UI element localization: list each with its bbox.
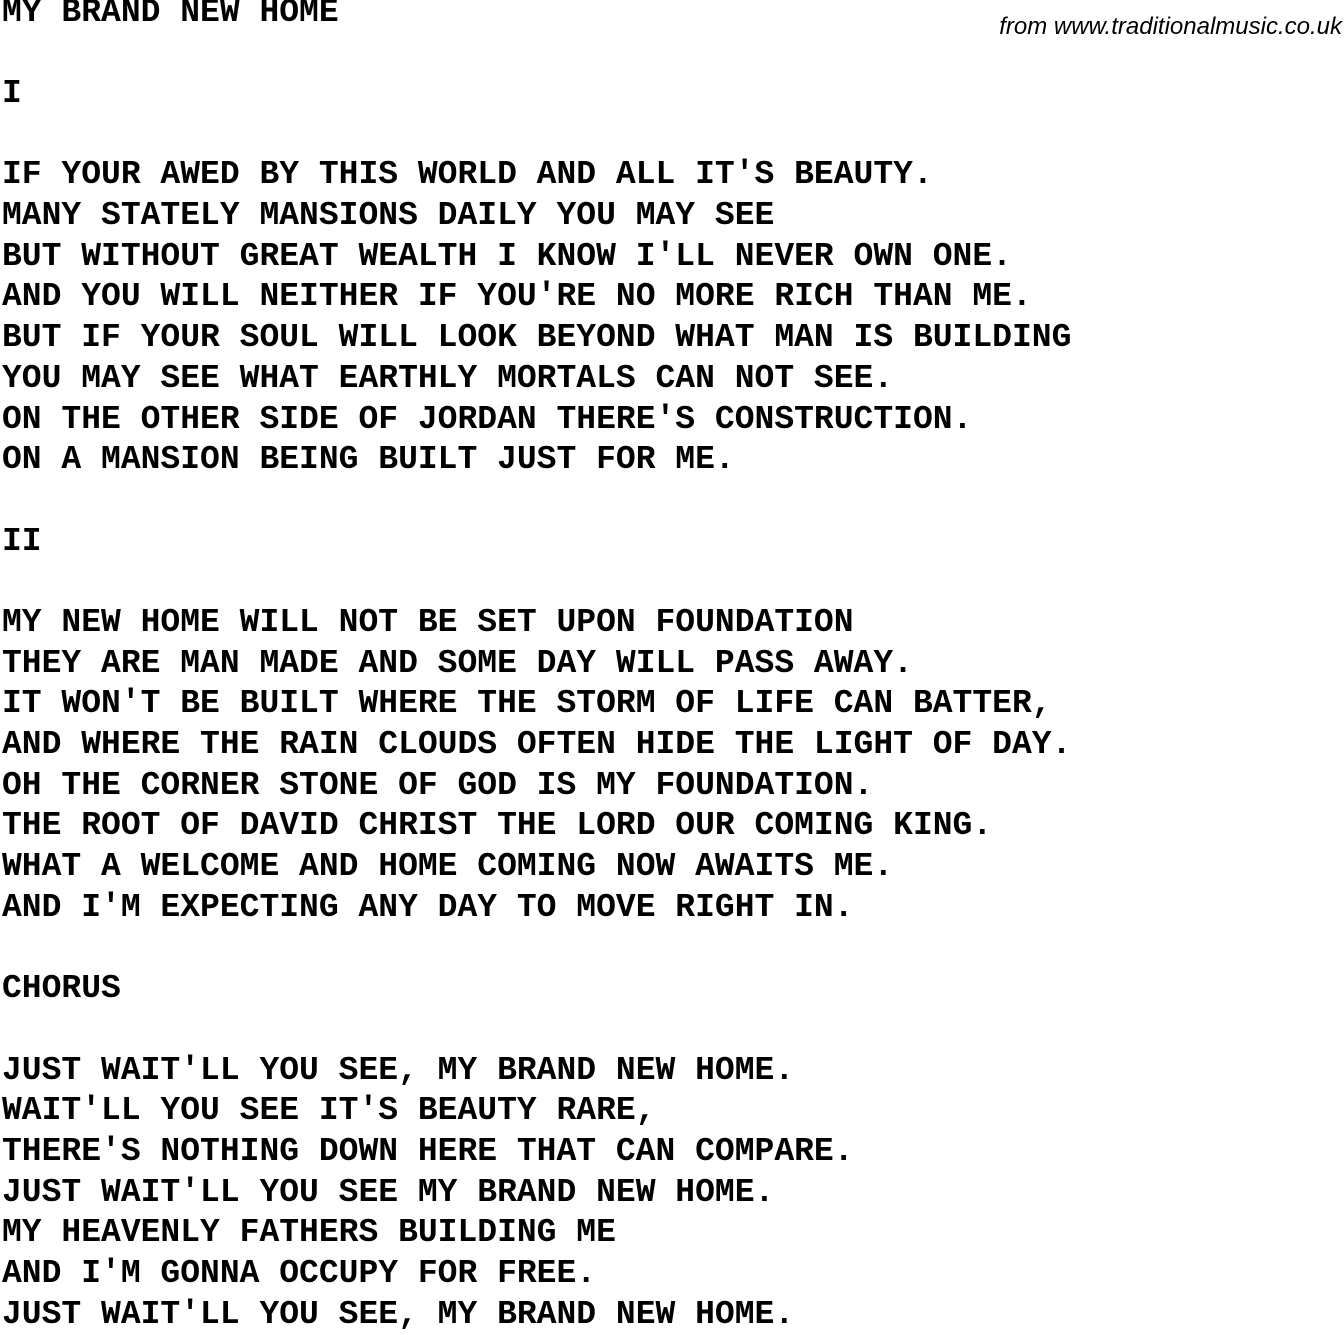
lyric-line: ON THE OTHER SIDE OF JORDAN THERE'S CONSTRUCTION. xyxy=(2,400,973,438)
song-title: MY BRAND NEW HOME xyxy=(2,0,339,31)
lyric-line: BUT IF YOUR SOUL WILL LOOK BEYOND WHAT MAN IS BUILDING xyxy=(2,319,1072,357)
blank-line xyxy=(2,481,1071,522)
blank-line xyxy=(2,1010,1071,1051)
lyric-line: WAIT'LL YOU SEE IT'S BEAUTY RARE, xyxy=(2,1092,656,1130)
blank-line xyxy=(2,115,1071,156)
section-label: I xyxy=(2,75,22,112)
blank-line xyxy=(2,928,1071,969)
lyric-line: JUST WAIT'LL YOU SEE MY BRAND NEW HOME. xyxy=(2,1173,775,1211)
lyric-line: IF YOUR AWED BY THIS WORLD AND ALL IT'S BEAUTY. xyxy=(2,156,933,194)
lyric-line: MY NEW HOME WILL NOT BE SET UPON FOUNDATION xyxy=(2,603,854,641)
lyric-line: MANY STATELY MANSIONS DAILY YOU MAY SEE xyxy=(2,197,775,235)
lyric-line: JUST WAIT'LL YOU SEE, MY BRAND NEW HOME. xyxy=(2,1295,795,1333)
lyric-line: AND I'M EXPECTING ANY DAY TO MOVE RIGHT IN. xyxy=(2,888,854,926)
lyric-line: JUST WAIT'LL YOU SEE, MY BRAND NEW HOME. xyxy=(2,1051,795,1089)
lyric-line: IT WON'T BE BUILT WHERE THE STORM OF LIFE CAN BATTER, xyxy=(2,685,1052,723)
lyric-line: BUT WITHOUT GREAT WEALTH I KNOW I'LL NEVER OWN ONE. xyxy=(2,237,1012,275)
lyric-line: AND WHERE THE RAIN CLOUDS OFTEN HIDE THE LIGHT OF DAY. xyxy=(2,726,1072,763)
lyric-line: AND YOU WILL NEITHER IF YOU'RE NO MORE RICH THAN ME. xyxy=(2,278,1032,316)
blank-line xyxy=(2,562,1071,603)
lyric-line: THERE'S NOTHING DOWN HERE THAT CAN COMPARE. xyxy=(2,1132,854,1170)
lyric-line: AND I'M GONNA OCCUPY FOR FREE. xyxy=(2,1254,597,1292)
section-label: CHORUS xyxy=(2,970,121,1008)
lyric-line: OH THE CORNER STONE OF GOD IS MY FOUNDATION. xyxy=(2,766,874,804)
lyrics-body xyxy=(2,74,1071,1335)
lyric-line: WHAT A WELCOME AND HOME COMING NOW AWAITS ME. xyxy=(2,848,894,886)
lyric-line: MY HEAVENLY FATHERS BUILDING ME xyxy=(2,1214,616,1252)
lyric-line: YOU MAY SEE WHAT EARTHLY MORTALS CAN NOT SEE. xyxy=(2,359,894,397)
source-credit: from www.traditionalmusic.co.uk xyxy=(999,13,1342,40)
lyric-line: THE ROOT OF DAVID CHRIST THE LORD OUR COMING KING. xyxy=(2,807,993,845)
section-label: II xyxy=(2,522,42,560)
lyric-line: ON A MANSION BEING BUILT JUST FOR ME. xyxy=(2,441,735,479)
lyric-line: THEY ARE MAN MADE AND SOME DAY WILL PASS AWAY. xyxy=(2,644,913,682)
